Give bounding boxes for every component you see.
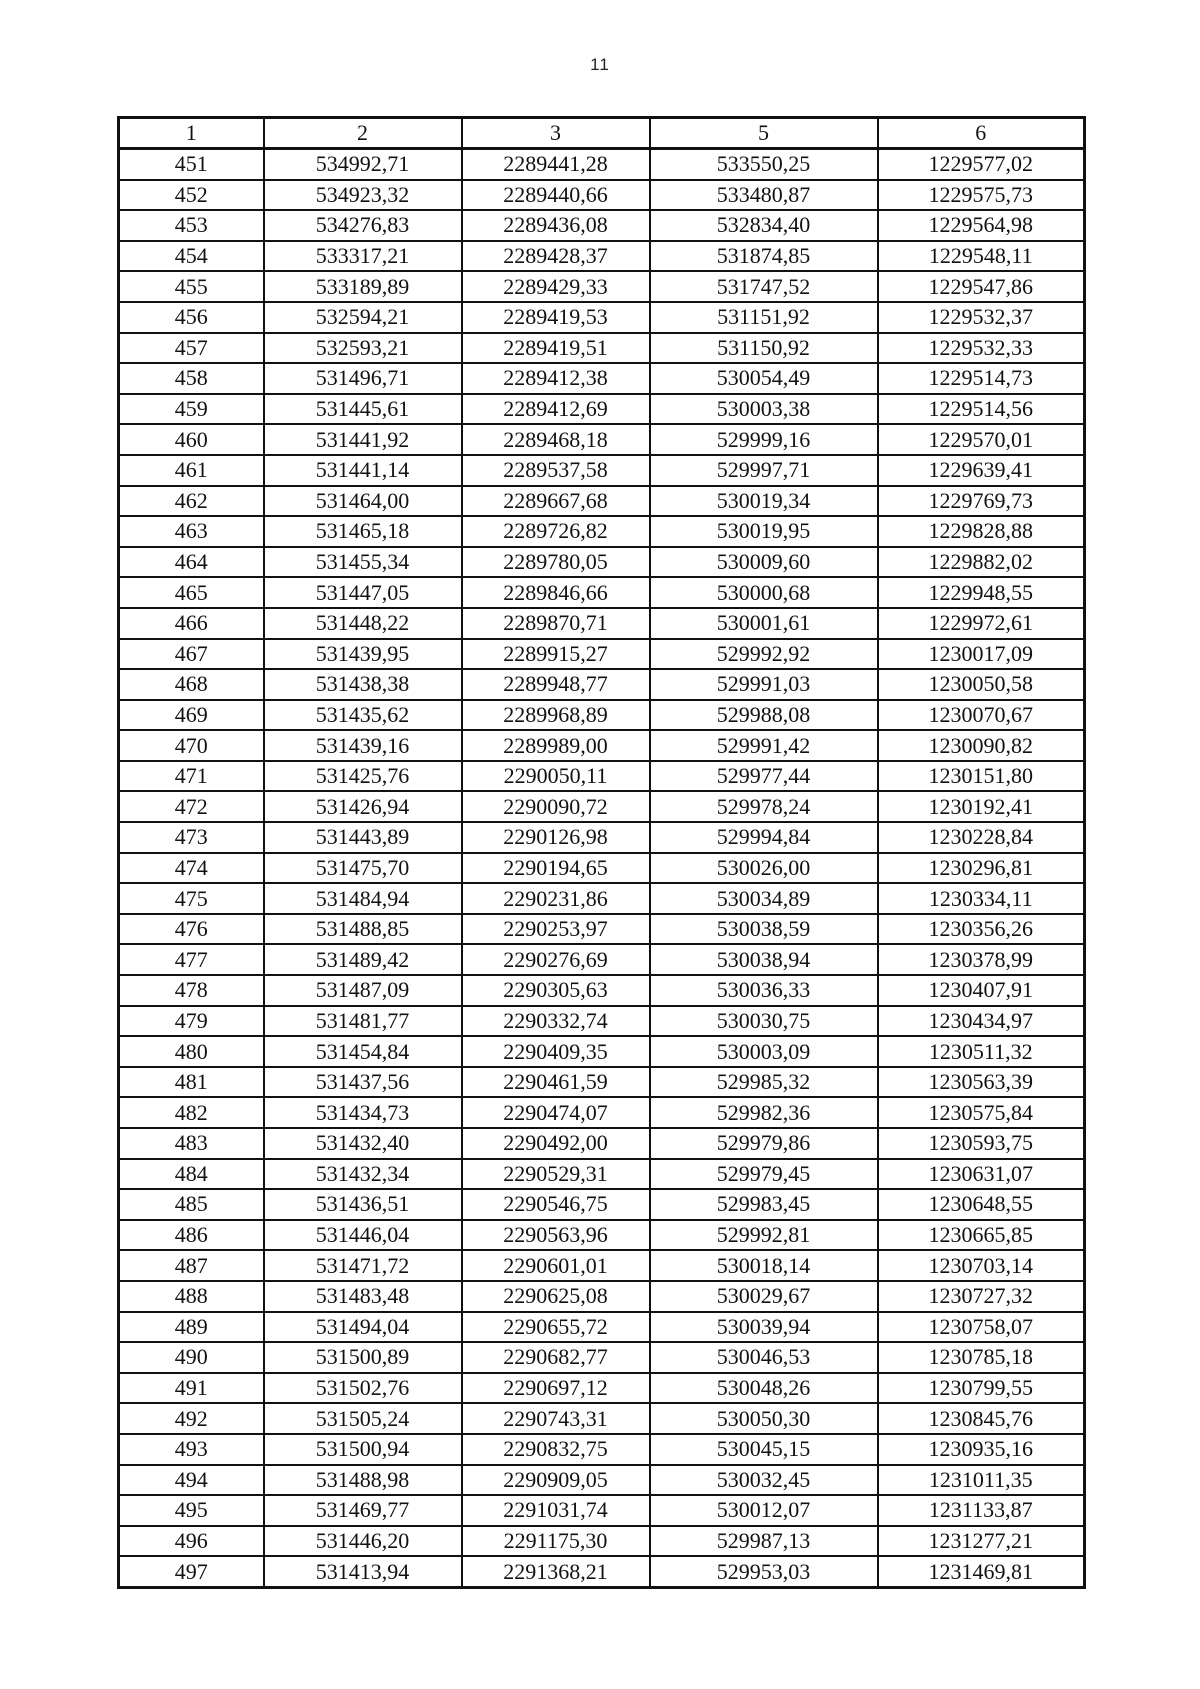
table-row — [119, 608, 1085, 639]
table-cell: 489 — [119, 1312, 264, 1343]
table-cell: 531447,05 — [264, 577, 462, 608]
table-cell: 2290461,59 — [462, 1067, 650, 1098]
table-cell: 533189,89 — [264, 271, 462, 302]
table-cell: 529991,42 — [650, 730, 878, 761]
table-cell: 531446,20 — [264, 1526, 462, 1557]
table-cell: 531502,76 — [264, 1373, 462, 1404]
table-row — [119, 1342, 1085, 1373]
table-cell: 2289429,33 — [462, 271, 650, 302]
table-cell: 529991,03 — [650, 669, 878, 700]
table-cell: 529979,45 — [650, 1159, 878, 1190]
table-cell: 1229948,55 — [878, 577, 1085, 608]
table-cell: 529987,13 — [650, 1526, 878, 1557]
table-cell: 531425,76 — [264, 761, 462, 792]
table-cell: 472 — [119, 791, 264, 822]
table-cell: 533317,21 — [264, 241, 462, 272]
table-cell: 530050,30 — [650, 1403, 878, 1434]
table-cell: 530054,49 — [650, 363, 878, 394]
table-cell: 1229547,86 — [878, 271, 1085, 302]
table-cell: 481 — [119, 1067, 264, 1098]
table-row — [119, 486, 1085, 517]
table-cell: 530019,95 — [650, 516, 878, 547]
table-cell: 531483,48 — [264, 1281, 462, 1312]
table-cell: 1229639,41 — [878, 455, 1085, 486]
table-cell: 2290625,08 — [462, 1281, 650, 1312]
table-cell: 1229828,88 — [878, 516, 1085, 547]
table-cell: 531488,85 — [264, 914, 462, 945]
table-cell: 486 — [119, 1220, 264, 1251]
table-cell: 534923,32 — [264, 180, 462, 211]
table-cell: 1230070,67 — [878, 700, 1085, 731]
table-cell: 2290655,72 — [462, 1312, 650, 1343]
table-cell: 1230017,09 — [878, 639, 1085, 670]
table-cell: 2291031,74 — [462, 1495, 650, 1526]
table-cell: 491 — [119, 1373, 264, 1404]
table-cell: 1230407,91 — [878, 975, 1085, 1006]
table-cell: 1230631,07 — [878, 1159, 1085, 1190]
table-cell: 2289915,27 — [462, 639, 650, 670]
table-cell: 1229570,01 — [878, 424, 1085, 455]
table-cell: 455 — [119, 271, 264, 302]
table-cell: 484 — [119, 1159, 264, 1190]
table-row — [119, 577, 1085, 608]
table-cell: 488 — [119, 1281, 264, 1312]
table-row — [119, 1097, 1085, 1128]
table-cell: 2290492,00 — [462, 1128, 650, 1159]
table-cell: 466 — [119, 608, 264, 639]
table-cell: 490 — [119, 1342, 264, 1373]
table-cell: 529983,45 — [650, 1189, 878, 1220]
table-row — [119, 1128, 1085, 1159]
table-cell: 2291368,21 — [462, 1556, 650, 1587]
table-cell: 531489,42 — [264, 944, 462, 975]
table-cell: 531443,89 — [264, 822, 462, 853]
table-cell: 485 — [119, 1189, 264, 1220]
table-cell: 529999,16 — [650, 424, 878, 455]
table-cell: 457 — [119, 333, 264, 364]
table-cell: 1230935,16 — [878, 1434, 1085, 1465]
table-cell: 1229882,02 — [878, 547, 1085, 578]
table-cell: 531445,61 — [264, 394, 462, 425]
table-cell: 531448,22 — [264, 608, 462, 639]
table-cell: 476 — [119, 914, 264, 945]
table-cell: 2289436,08 — [462, 210, 650, 241]
table-cell: 480 — [119, 1036, 264, 1067]
table-cell: 1230703,14 — [878, 1250, 1085, 1281]
table-cell: 529978,24 — [650, 791, 878, 822]
table-cell: 2289537,58 — [462, 455, 650, 486]
table-cell: 531500,94 — [264, 1434, 462, 1465]
column-header: 5 — [650, 118, 878, 149]
table-cell: 530018,14 — [650, 1250, 878, 1281]
table-row — [119, 1465, 1085, 1496]
table-cell: 529985,32 — [650, 1067, 878, 1098]
table-cell: 477 — [119, 944, 264, 975]
table-cell: 1230648,55 — [878, 1189, 1085, 1220]
table-cell: 530038,59 — [650, 914, 878, 945]
column-header: 2 — [264, 118, 462, 149]
table-row — [119, 639, 1085, 670]
table-cell: 532593,21 — [264, 333, 462, 364]
table-cell: 2290563,96 — [462, 1220, 650, 1251]
table-cell: 529992,81 — [650, 1220, 878, 1251]
table-cell: 464 — [119, 547, 264, 578]
table-cell: 2289846,66 — [462, 577, 650, 608]
table-cell: 2290474,07 — [462, 1097, 650, 1128]
table-cell: 531469,77 — [264, 1495, 462, 1526]
table-cell: 494 — [119, 1465, 264, 1496]
table-row — [119, 975, 1085, 1006]
table-row — [119, 1434, 1085, 1465]
table-cell: 1229575,73 — [878, 180, 1085, 211]
table-cell: 2290529,31 — [462, 1159, 650, 1190]
table-row — [119, 149, 1085, 180]
table-cell: 2290253,97 — [462, 914, 650, 945]
table-cell: 531426,94 — [264, 791, 462, 822]
table-cell: 531441,92 — [264, 424, 462, 455]
table-cell: 2290050,11 — [462, 761, 650, 792]
table-cell: 459 — [119, 394, 264, 425]
table-cell: 531446,04 — [264, 1220, 462, 1251]
table-cell: 496 — [119, 1526, 264, 1557]
table-row — [119, 822, 1085, 853]
table-cell: 497 — [119, 1556, 264, 1587]
table-cell: 533550,25 — [650, 149, 878, 180]
table-cell: 2290601,01 — [462, 1250, 650, 1281]
table-row — [119, 394, 1085, 425]
table-row — [119, 944, 1085, 975]
table-cell: 530001,61 — [650, 608, 878, 639]
table-cell: 2289968,89 — [462, 700, 650, 731]
table-row — [119, 1067, 1085, 1098]
table-row — [119, 1373, 1085, 1404]
table-cell: 465 — [119, 577, 264, 608]
table-row — [119, 516, 1085, 547]
table-cell: 1230575,84 — [878, 1097, 1085, 1128]
table-cell: 2289441,28 — [462, 149, 650, 180]
table-cell: 461 — [119, 455, 264, 486]
table-cell: 530036,33 — [650, 975, 878, 1006]
table-cell: 2290305,63 — [462, 975, 650, 1006]
table-row — [119, 180, 1085, 211]
table-cell: 1230434,97 — [878, 1006, 1085, 1037]
table-cell: 531494,04 — [264, 1312, 462, 1343]
coordinates-table — [117, 116, 1086, 1589]
table-cell: 1230799,55 — [878, 1373, 1085, 1404]
table-row — [119, 271, 1085, 302]
table-cell: 2289667,68 — [462, 486, 650, 517]
table-row — [119, 1220, 1085, 1251]
table-cell: 1229577,02 — [878, 149, 1085, 180]
table-cell: 531464,00 — [264, 486, 462, 517]
table-cell: 2290194,65 — [462, 853, 650, 884]
column-header: 3 — [462, 118, 650, 149]
table-row — [119, 1281, 1085, 1312]
table-cell: 2290409,35 — [462, 1036, 650, 1067]
table-cell: 1230228,84 — [878, 822, 1085, 853]
table-cell: 2291175,30 — [462, 1526, 650, 1557]
table-cell: 530038,94 — [650, 944, 878, 975]
table-cell: 531441,14 — [264, 455, 462, 486]
table-cell: 530048,26 — [650, 1373, 878, 1404]
table-cell: 531436,51 — [264, 1189, 462, 1220]
table-cell: 529988,08 — [650, 700, 878, 731]
table-cell: 1230665,85 — [878, 1220, 1085, 1251]
table-cell: 530030,75 — [650, 1006, 878, 1037]
table-cell: 2290276,69 — [462, 944, 650, 975]
table-cell: 467 — [119, 639, 264, 670]
table-cell: 529982,36 — [650, 1097, 878, 1128]
table-cell: 2289948,77 — [462, 669, 650, 700]
table-cell: 530032,45 — [650, 1465, 878, 1496]
table-cell: 1231133,87 — [878, 1495, 1085, 1526]
table-cell: 531747,52 — [650, 271, 878, 302]
table-cell: 462 — [119, 486, 264, 517]
table-cell: 530019,34 — [650, 486, 878, 517]
table-cell: 495 — [119, 1495, 264, 1526]
table-cell: 468 — [119, 669, 264, 700]
table-cell: 1230511,32 — [878, 1036, 1085, 1067]
table-row — [119, 1159, 1085, 1190]
table-cell: 474 — [119, 853, 264, 884]
table-cell: 531434,73 — [264, 1097, 462, 1128]
table-cell: 2290743,31 — [462, 1403, 650, 1434]
table-row — [119, 853, 1085, 884]
table-cell: 529953,03 — [650, 1556, 878, 1587]
table-cell: 2290332,74 — [462, 1006, 650, 1037]
table-row — [119, 883, 1085, 914]
table-cell: 534992,71 — [264, 149, 462, 180]
table-cell: 531439,95 — [264, 639, 462, 670]
table-row — [119, 424, 1085, 455]
table-row — [119, 241, 1085, 272]
table-cell: 529992,92 — [650, 639, 878, 670]
table-cell: 531500,89 — [264, 1342, 462, 1373]
page-number: 11 — [590, 55, 610, 74]
table-cell: 531465,18 — [264, 516, 462, 547]
table-cell: 478 — [119, 975, 264, 1006]
table-row — [119, 1036, 1085, 1067]
table-cell: 530012,07 — [650, 1495, 878, 1526]
table-cell: 2289419,53 — [462, 302, 650, 333]
table-cell: 531487,09 — [264, 975, 462, 1006]
table-cell: 2290546,75 — [462, 1189, 650, 1220]
table-cell: 1229514,73 — [878, 363, 1085, 394]
table-row — [119, 547, 1085, 578]
table-cell: 531481,77 — [264, 1006, 462, 1037]
table-cell: 1231277,21 — [878, 1526, 1085, 1557]
table-cell: 1230378,99 — [878, 944, 1085, 975]
table-cell: 1230593,75 — [878, 1128, 1085, 1159]
table-cell: 2289870,71 — [462, 608, 650, 639]
table-cell: 2289726,82 — [462, 516, 650, 547]
table-cell: 531413,94 — [264, 1556, 462, 1587]
table-cell: 530029,67 — [650, 1281, 878, 1312]
column-header: 6 — [878, 118, 1085, 149]
table-cell: 1229564,98 — [878, 210, 1085, 241]
table-row — [119, 1189, 1085, 1220]
table-cell: 1229532,37 — [878, 302, 1085, 333]
table-row — [119, 1403, 1085, 1434]
table-cell: 473 — [119, 822, 264, 853]
table-cell: 531432,40 — [264, 1128, 462, 1159]
table-cell: 532834,40 — [650, 210, 878, 241]
table-cell: 492 — [119, 1403, 264, 1434]
table-row — [119, 700, 1085, 731]
table-cell: 529994,84 — [650, 822, 878, 853]
table-row — [119, 210, 1085, 241]
table-cell: 1230192,41 — [878, 791, 1085, 822]
table-row — [119, 1006, 1085, 1037]
table-cell: 529997,71 — [650, 455, 878, 486]
table-cell: 479 — [119, 1006, 264, 1037]
table-cell: 531432,34 — [264, 1159, 462, 1190]
table-row — [119, 791, 1085, 822]
table-cell: 531437,56 — [264, 1067, 462, 1098]
table-cell: 458 — [119, 363, 264, 394]
table-cell: 532594,21 — [264, 302, 462, 333]
table-cell: 1229548,11 — [878, 241, 1085, 272]
table-cell: 531454,84 — [264, 1036, 462, 1067]
table-row — [119, 302, 1085, 333]
table-cell: 475 — [119, 883, 264, 914]
table-cell: 531438,38 — [264, 669, 462, 700]
table-row — [119, 730, 1085, 761]
table-cell: 2290909,05 — [462, 1465, 650, 1496]
table-cell: 1231469,81 — [878, 1556, 1085, 1587]
table-cell: 531151,92 — [650, 302, 878, 333]
table-cell: 2290697,12 — [462, 1373, 650, 1404]
table-row — [119, 1312, 1085, 1343]
table-cell: 531488,98 — [264, 1465, 462, 1496]
table-cell: 531496,71 — [264, 363, 462, 394]
table-cell: 530034,89 — [650, 883, 878, 914]
table-cell: 482 — [119, 1097, 264, 1128]
table-cell: 530009,60 — [650, 547, 878, 578]
table-cell: 2289989,00 — [462, 730, 650, 761]
table-cell: 2289419,51 — [462, 333, 650, 364]
table-cell: 534276,83 — [264, 210, 462, 241]
table-cell: 487 — [119, 1250, 264, 1281]
table-cell: 529977,44 — [650, 761, 878, 792]
table-cell: 460 — [119, 424, 264, 455]
table-cell: 452 — [119, 180, 264, 211]
table-cell: 2290682,77 — [462, 1342, 650, 1373]
table-cell: 456 — [119, 302, 264, 333]
table-cell: 530046,53 — [650, 1342, 878, 1373]
table-cell: 1231011,35 — [878, 1465, 1085, 1496]
table-cell: 531439,16 — [264, 730, 462, 761]
table-cell: 454 — [119, 241, 264, 272]
table-row — [119, 1556, 1085, 1587]
table-row — [119, 914, 1085, 945]
table-cell: 1230356,26 — [878, 914, 1085, 945]
table-cell: 471 — [119, 761, 264, 792]
table-cell: 1230151,80 — [878, 761, 1085, 792]
table-cell: 1230563,39 — [878, 1067, 1085, 1098]
table-cell: 451 — [119, 149, 264, 180]
table-cell: 1229514,56 — [878, 394, 1085, 425]
column-header: 1 — [119, 118, 264, 149]
table-cell: 2289412,69 — [462, 394, 650, 425]
table-cell: 530026,00 — [650, 853, 878, 884]
table-cell: 533480,87 — [650, 180, 878, 211]
table-cell: 469 — [119, 700, 264, 731]
table-cell: 531505,24 — [264, 1403, 462, 1434]
table-cell: 531435,62 — [264, 700, 462, 731]
table-header-row — [119, 118, 1085, 149]
table-cell: 2290832,75 — [462, 1434, 650, 1465]
table-cell: 2289780,05 — [462, 547, 650, 578]
table-cell: 453 — [119, 210, 264, 241]
table-cell: 530000,68 — [650, 577, 878, 608]
table-row — [119, 669, 1085, 700]
table-cell: 1230727,32 — [878, 1281, 1085, 1312]
table-cell: 531484,94 — [264, 883, 462, 914]
table-cell: 1229532,33 — [878, 333, 1085, 364]
table-cell: 531150,92 — [650, 333, 878, 364]
table-cell: 483 — [119, 1128, 264, 1159]
table-cell: 493 — [119, 1434, 264, 1465]
table-cell: 1230758,07 — [878, 1312, 1085, 1343]
table-cell: 1230845,76 — [878, 1403, 1085, 1434]
table-cell: 1229769,73 — [878, 486, 1085, 517]
table-cell: 530003,38 — [650, 394, 878, 425]
table-cell: 530045,15 — [650, 1434, 878, 1465]
table-cell: 531471,72 — [264, 1250, 462, 1281]
table-body — [119, 149, 1085, 1588]
table-cell: 2290126,98 — [462, 822, 650, 853]
table-cell: 531874,85 — [650, 241, 878, 272]
table-row — [119, 1495, 1085, 1526]
table-row — [119, 1250, 1085, 1281]
table-cell: 2289440,66 — [462, 180, 650, 211]
table-cell: 531475,70 — [264, 853, 462, 884]
table-cell: 2289468,18 — [462, 424, 650, 455]
table-cell: 2290090,72 — [462, 791, 650, 822]
table-cell: 470 — [119, 730, 264, 761]
table-cell: 2289412,38 — [462, 363, 650, 394]
table-cell: 2289428,37 — [462, 241, 650, 272]
table-cell: 463 — [119, 516, 264, 547]
table-row — [119, 363, 1085, 394]
table-cell: 1230090,82 — [878, 730, 1085, 761]
table-cell: 2290231,86 — [462, 883, 650, 914]
table-cell: 1230296,81 — [878, 853, 1085, 884]
table-row — [119, 333, 1085, 364]
table-cell: 531455,34 — [264, 547, 462, 578]
table-row — [119, 1526, 1085, 1557]
table-cell: 1230785,18 — [878, 1342, 1085, 1373]
table-cell: 530003,09 — [650, 1036, 878, 1067]
table-cell: 529979,86 — [650, 1128, 878, 1159]
table-row — [119, 761, 1085, 792]
table-cell: 1229972,61 — [878, 608, 1085, 639]
table-cell: 530039,94 — [650, 1312, 878, 1343]
table-row — [119, 455, 1085, 486]
table-cell: 1230334,11 — [878, 883, 1085, 914]
table-cell: 1230050,58 — [878, 669, 1085, 700]
